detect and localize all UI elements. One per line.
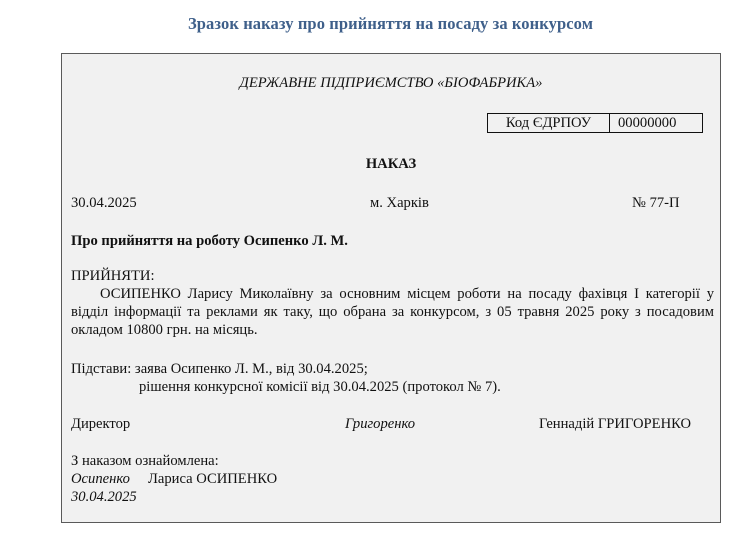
- page-title: Зразок наказу про прийняття на посаду за конкурсом: [187, 14, 594, 33]
- order-heading: НАКАЗ: [365, 156, 417, 172]
- edrpou-code-box: [487, 113, 703, 133]
- director-title: Директор: [71, 416, 131, 432]
- acknowledgement-title: З наказом ознайомлена:: [71, 453, 219, 469]
- edrpou-code-value: 00000000: [618, 115, 677, 131]
- order-subject: Про прийняття на роботу Осипенко Л. М.: [71, 233, 348, 249]
- employee-signature: Осипенко: [71, 471, 130, 487]
- director-name: Геннадій ГРИГОРЕНКО: [539, 416, 692, 432]
- order-body: ОСИПЕНКО Ларису Миколаївну за основним місцем роботи на посаду фахівця I категорії у відділ інформації та реклами як таку, що обрана за конкурсом, з 05 травня 2025 року з посадовим окладом 10800 грн. на місяць.: [71, 286, 714, 338]
- employee-name: Лариса ОСИПЕНКО: [148, 471, 278, 487]
- order-city: м. Харків: [370, 195, 429, 211]
- accept-label: ПРИЙНЯТИ:: [71, 268, 155, 284]
- basis-line-2: рішення конкурсної комісії від 30.04.2025 (протокол № 7).: [139, 379, 501, 395]
- order-document: [61, 53, 721, 523]
- organization-name: ДЕРЖАВНЕ ПІДПРИЄМСТВО «БІОФАБРИКА»: [239, 75, 543, 91]
- order-date: 30.04.2025: [71, 195, 137, 211]
- edrpou-code-label: Код ЄДРПОУ: [488, 114, 610, 132]
- director-signature: Григоренко: [345, 416, 416, 432]
- acknowledgement-date: 30.04.2025: [71, 489, 137, 505]
- basis-line-1: Підстави: заява Осипенко Л. М., від 30.04.2025;: [71, 361, 368, 377]
- order-number: № 77-П: [632, 195, 680, 211]
